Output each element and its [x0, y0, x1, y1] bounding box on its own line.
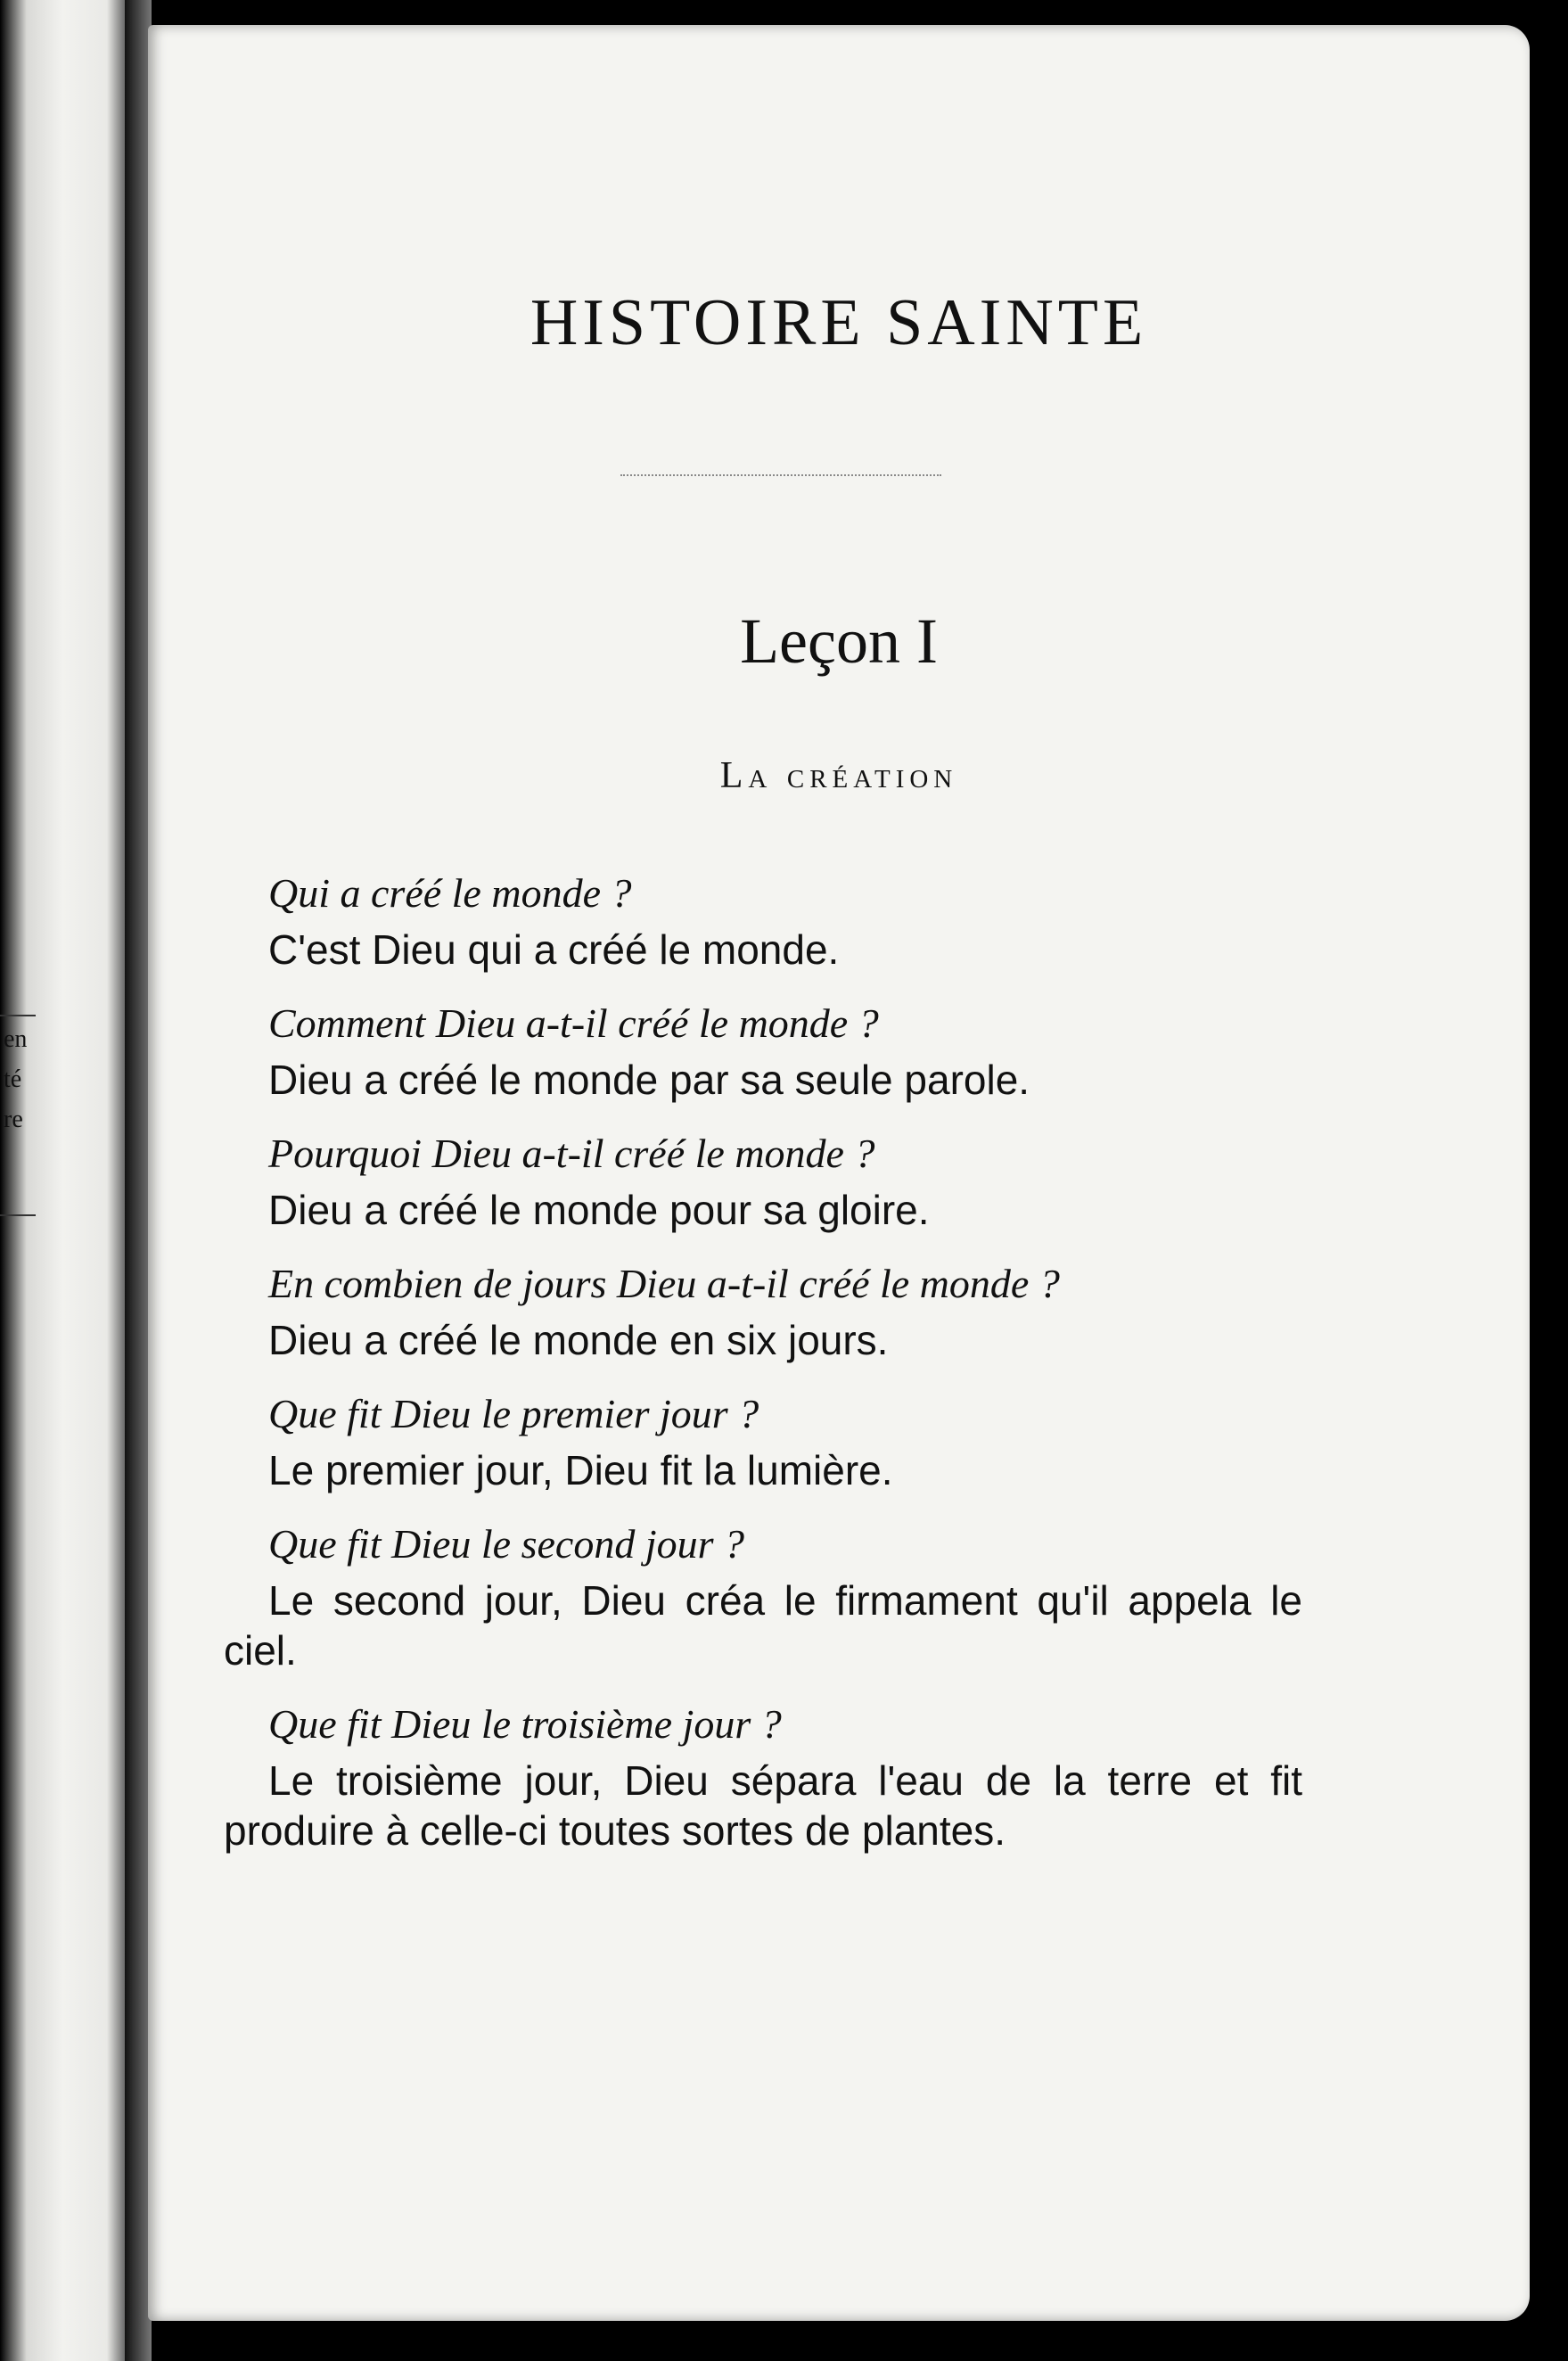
answer: Le troisième jour, Dieu sépara l'eau de la terre et fit produire à celle-ci toutes sortes de plantes.: [224, 1757, 1302, 1854]
left-page-fragment: en: [4, 1025, 28, 1053]
left-page-fragment: té: [4, 1065, 22, 1093]
catechism-body: [224, 868, 1302, 1879]
lesson-subtitle: La création: [719, 755, 958, 796]
answer: Le second jour, Dieu créa le firmament qu'il appela le ciel.: [224, 1577, 1302, 1674]
question: En combien de jours Dieu a-t-il créé le monde ?: [268, 1261, 1060, 1306]
answer: Dieu a créé le monde pour sa gloire.: [268, 1187, 930, 1233]
answer: Le premier jour, Dieu fit la lumière.: [268, 1447, 893, 1493]
book-page: [148, 25, 1530, 2321]
answer: Dieu a créé le monde en six jours.: [268, 1317, 889, 1363]
left-page-rule-top: [0, 1015, 36, 1016]
left-page-edge: [0, 0, 125, 2361]
lesson-title: Leçon I: [740, 605, 938, 677]
question: Que fit Dieu le premier jour ?: [268, 1391, 759, 1436]
answer: C'est Dieu qui a créé le monde.: [268, 926, 840, 973]
question: Que fit Dieu le troisième jour ?: [268, 1701, 782, 1747]
left-page-fragment: re: [4, 1106, 23, 1133]
question: Comment Dieu a-t-il créé le monde ?: [268, 1000, 879, 1046]
question: Qui a créé le monde ?: [268, 870, 632, 916]
header-divider: [620, 474, 941, 476]
question: Que fit Dieu le second jour ?: [268, 1521, 745, 1567]
question: Pourquoi Dieu a-t-il créé le monde ?: [268, 1131, 875, 1176]
page-header: HISTOIRE SAINTE: [530, 286, 1148, 359]
left-page-rule-bottom: [0, 1214, 36, 1216]
answer: Dieu a créé le monde par sa seule parole.: [268, 1057, 1030, 1103]
